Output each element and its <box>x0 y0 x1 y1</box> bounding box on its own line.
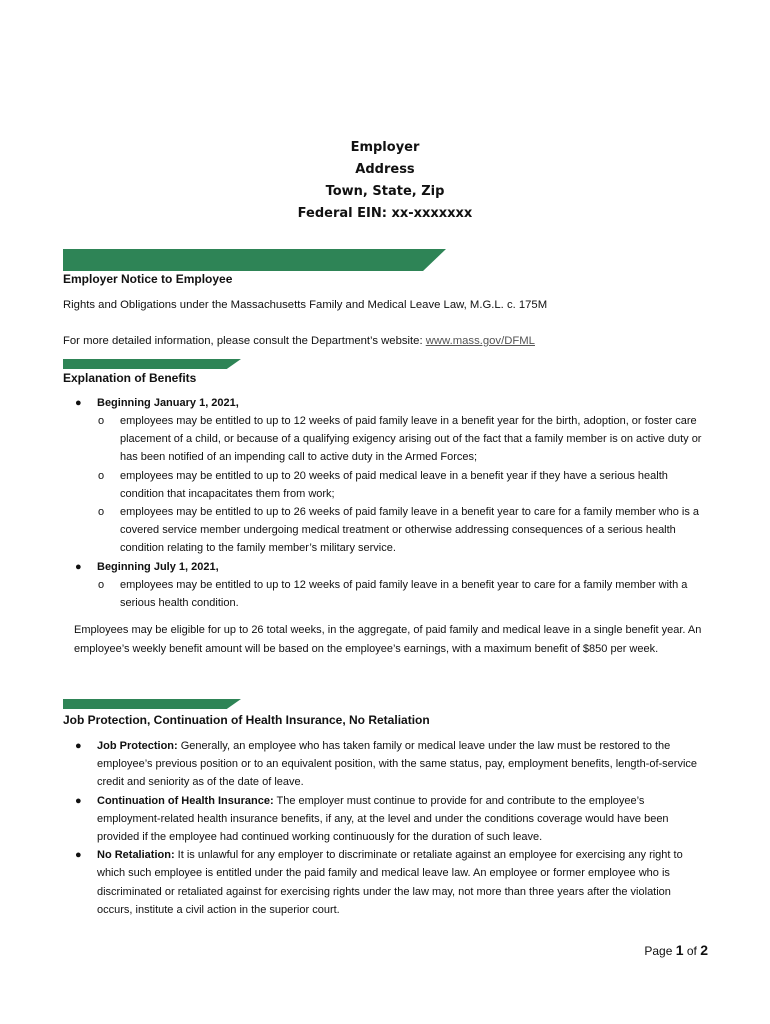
info-text: For more detailed information, please consult the Department’s website: <box>63 335 426 347</box>
employer-name: Employer <box>350 140 420 155</box>
benefit-date-2: Beginning July 1, 2021, <box>97 561 219 573</box>
notice-subtitle: Rights and Obligations under the Massachusetts Family and Medical Leave Law, M.G.L. c. 175M <box>63 299 548 311</box>
bullet-icon: ● <box>75 397 82 409</box>
list-item <box>75 792 707 847</box>
list-item <box>75 737 707 792</box>
section-divider-bar <box>63 249 446 271</box>
no-retaliation-text: It is unlawful for any employer to discriminate or retaliate against an employee for exercising any right to which such employee is entitled under the paid family and medical leave law. An employee or former employee who is discriminated or retaliated against for exercising rights under the law may, not more than three years after the violation occurs, institute a civil action in the superior court. <box>97 849 683 916</box>
dfml-link[interactable]: www.mass.gov/DFML <box>425 335 535 347</box>
list-item <box>75 846 707 919</box>
list-item <box>98 576 710 612</box>
benefit-date-1: Beginning January 1, 2021, <box>97 397 239 409</box>
employer-address: Address <box>355 162 415 177</box>
bullet-icon: ● <box>75 849 82 862</box>
bullet-icon: ● <box>75 794 82 807</box>
list-item <box>75 558 707 576</box>
benefit-item-4: employees may be entitled to up to 12 weeks of paid family leave in a benefit year to care for a family member with a serious health condition. <box>120 579 688 610</box>
bullet-icon: ● <box>75 561 82 573</box>
benefits-list-2 <box>75 558 707 576</box>
current-page: 1 <box>675 942 684 958</box>
sub-bullet-icon: o <box>98 506 105 519</box>
total-pages: 2 <box>700 942 708 958</box>
protection-list <box>75 737 707 919</box>
benefits-title: Explanation of Benefits <box>63 371 197 385</box>
job-protection-label: Job Protection: <box>97 740 178 752</box>
sub-bullet-icon: o <box>98 579 105 591</box>
section-divider-bar <box>63 699 241 709</box>
page-word: Page <box>644 944 676 958</box>
employer-town-state-zip: Town, State, Zip <box>325 184 445 199</box>
list-item <box>98 467 710 503</box>
list-item <box>98 412 710 467</box>
benefits-summary: Employees may be eligible for up to 26 total weeks, in the aggregate, of paid family and medical leave in a single benefit year. An employee’s weekly benefit amount will be based on the employee’s earnings, with a maximum benefit of $850 per week. <box>74 624 702 655</box>
benefits-sublist-1 <box>98 412 710 558</box>
sub-bullet-icon: o <box>98 469 105 482</box>
list-item <box>98 503 710 558</box>
bullet-icon: ● <box>75 740 82 752</box>
benefits-sublist-2 <box>98 576 710 612</box>
no-retaliation-label: No Retaliation: <box>97 849 175 862</box>
of-word: of <box>683 944 701 958</box>
benefit-item-2: employees may be entitled to up to 20 weeks of paid medical leave in a benefit year if they have a serious health condition that incapacitates them from work; <box>120 469 668 500</box>
list-item <box>75 394 707 412</box>
benefits-list <box>75 394 707 412</box>
job-protection-text: Generally, an employee who has taken family or medical leave under the law must be restored to the employee’s previous position or to an equivalent position, with the same status, pay, employment benefits, length-of-service credit and seniority as of the date of leave. <box>97 740 698 789</box>
section-divider-bar <box>63 359 241 369</box>
health-insurance-label: Continuation of Health Insurance: <box>97 794 274 807</box>
benefit-item-3: employees may be entitled to up to 26 weeks of paid family leave in a benefit year to care for a family member who is a covered service member undergoing medical treatment or otherwise addressing consequences of a serious health condition relating to the family member’s military service. <box>120 506 700 555</box>
page-number <box>644 942 708 958</box>
notice-title: Employer Notice to Employee <box>63 272 233 286</box>
info-line <box>63 332 535 351</box>
employer-ein: Federal EIN: xx-xxxxxxx <box>297 206 473 221</box>
benefit-item-1: employees may be entitled to up to 12 weeks of paid family leave in a benefit year for the birth, adoption, or foster care placement of a child, or because of a qualifying exigency arising out of the fact that a family member is on active duty or has been notified of an impending call to active duty in the Armed Forces; <box>120 415 702 464</box>
employer-header <box>0 137 770 225</box>
sub-bullet-icon: o <box>98 415 105 427</box>
protection-title: Job Protection, Continuation of Health Insurance, No Retaliation <box>63 713 430 727</box>
health-insurance-text: The employer must continue to provide for and contribute to the employee’s employment-related health insurance benefits, if any, at the level and under the conditions coverage would have been provided if the employee had continued working continuously for the duration of such leave. <box>97 794 669 844</box>
